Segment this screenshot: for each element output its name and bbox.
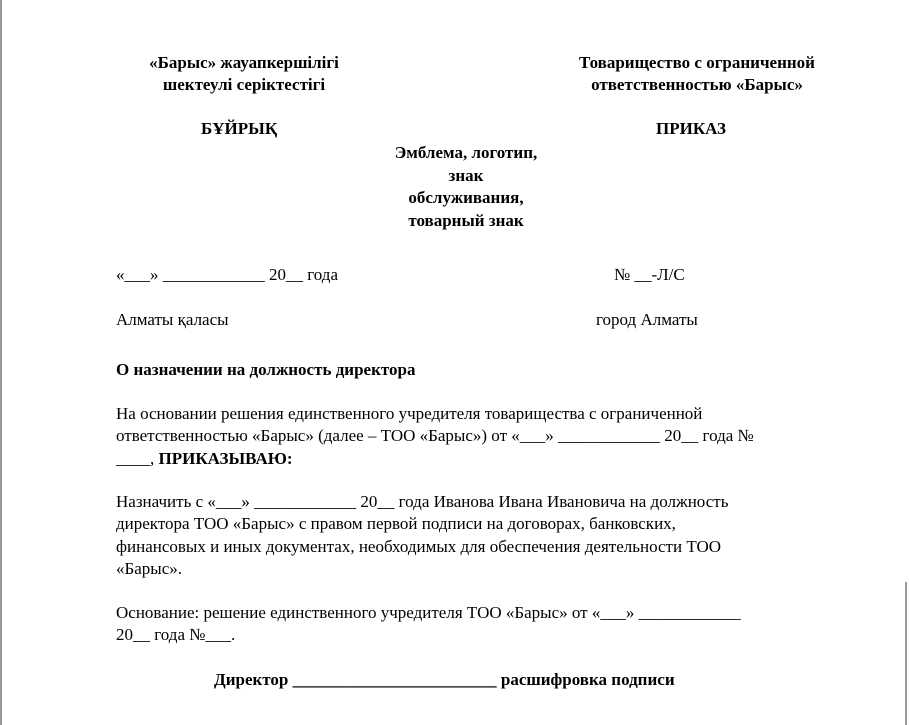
- appointment-line: финансовых и иных документах, необходимых для обеспечения деятельности ТОО: [116, 536, 722, 556]
- page-edge: [905, 582, 907, 725]
- order-date: «___» ____________ 20__ года: [116, 265, 339, 284]
- grounds-line: Основание: решение единственного учредителя ТОО «Барыс» от «___» ____________: [116, 603, 741, 622]
- order-number: № __-Л/С: [614, 265, 685, 284]
- grounds-line: 20__ года №___.: [116, 625, 236, 645]
- appointment-line: Назначить с «___» ____________ 20__ года Иванова Ивана Ивановича на должность: [116, 492, 729, 511]
- emblem-placeholder: Эмблема, логотип, знак обслуживания, товарный знак: [394, 143, 538, 230]
- org-name-ru-line1: Товарищество с ограниченной: [579, 53, 815, 72]
- org-name-ru: [556, 52, 838, 96]
- page-edge: [0, 0, 2, 725]
- grounds-paragraph: [116, 602, 741, 647]
- doc-type-kz: БҰЙРЫҚ: [201, 119, 278, 138]
- org-name-kz: [118, 52, 370, 96]
- signature-line: Директор ________________________ расшифровка подписи: [214, 670, 675, 689]
- basis-number-blank: ____,: [116, 448, 159, 468]
- basis-line: На основании решения единственного учредителя товарищества с ограниченной: [116, 404, 703, 423]
- appointment-line: «Барыс».: [116, 559, 183, 579]
- basis-line: [116, 448, 754, 470]
- org-name-kz-line2: шектеулі серіктестігі: [162, 75, 326, 94]
- org-name-ru-line2: ответственностью «Барыс»: [591, 75, 803, 94]
- city-ru: город Алматы: [596, 310, 698, 329]
- appointment-line: директора ТОО «Барыс» с правом первой подписи на договорах, банковских,: [116, 514, 676, 534]
- doc-type-ru: ПРИКАЗ: [656, 119, 726, 138]
- org-name-kz-line1: «Барыс» жауапкершілігі: [149, 53, 339, 72]
- basis-line: ответственностью «Барыс» (далее – ТОО «Барыс») от «___» ____________ 20__ года №: [116, 426, 754, 446]
- city-kz: Алматы қаласы: [116, 310, 229, 329]
- document-title: О назначении на должность директора: [116, 360, 416, 379]
- appointment-paragraph: [116, 491, 728, 581]
- basis-paragraph: [116, 403, 754, 470]
- order-directive: ПРИКАЗЫВАЮ:: [158, 448, 293, 468]
